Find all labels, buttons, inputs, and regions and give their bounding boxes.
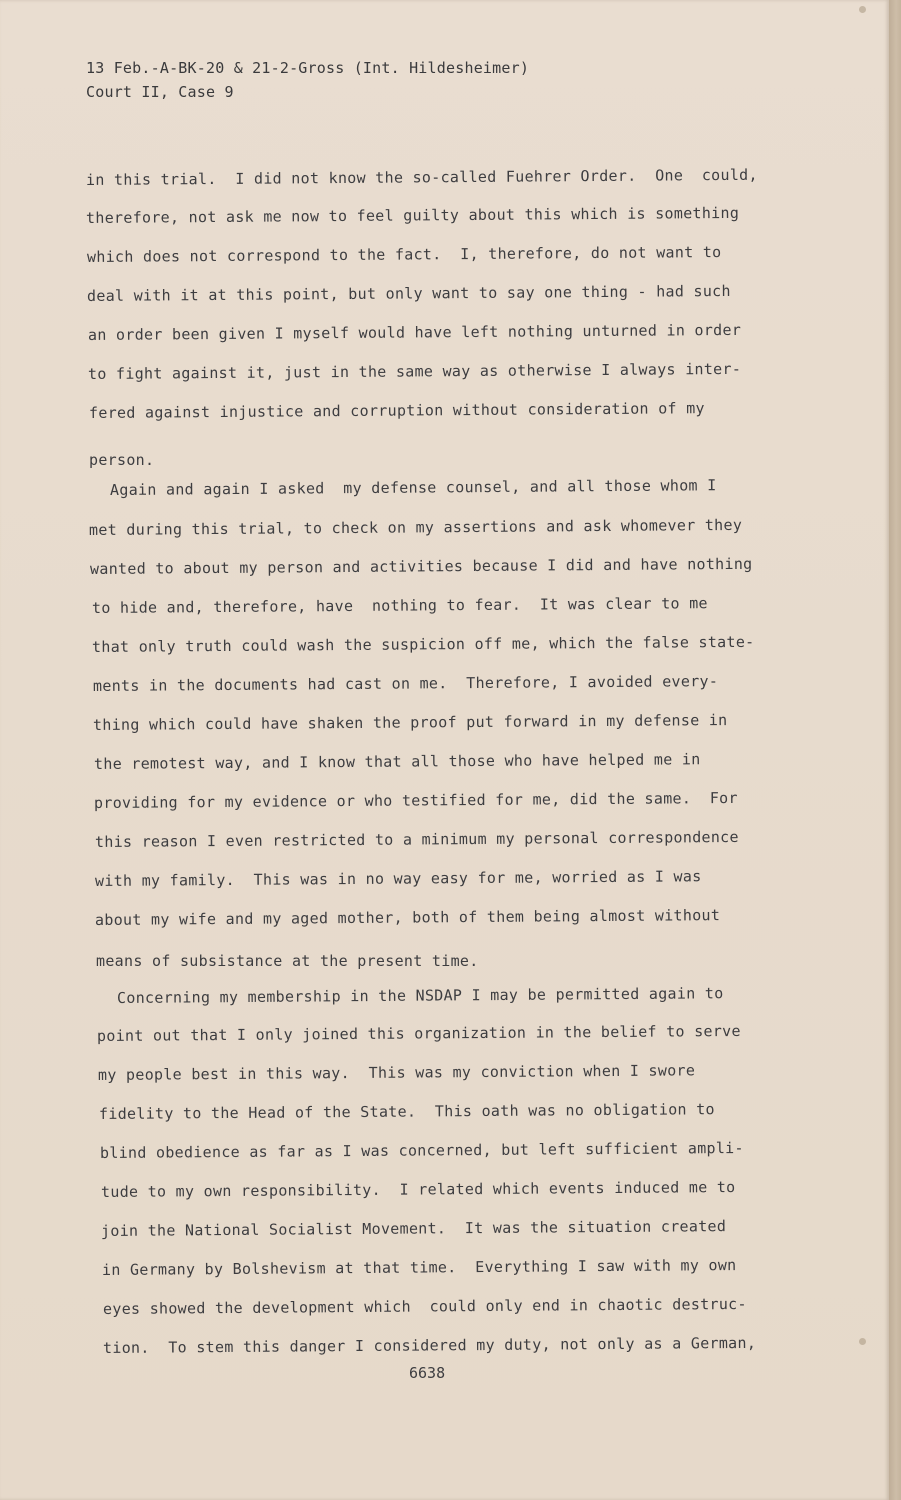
text-line: means of subsistance at the present time. [96, 952, 479, 970]
page-edge [889, 0, 901, 1500]
text-line: blind obedience as far as I was concerned, but left sufficient ampli- [99, 1138, 744, 1162]
text-line: which does not correspond to the fact. I, therefore, do not want to [86, 243, 722, 266]
case-reference: 13 Feb.-A-BK-20 & 21-2-Gross (Int. Hildesheimer) [86, 59, 530, 77]
text-line: wanted to about my person and activities because I did and have nothing [89, 554, 753, 578]
text-line: tion. To stem this danger I considered my duty, not only as a German, [102, 1333, 757, 1357]
text-line: in Germany by Bolshevism at that time. Everything I saw with my own [101, 1256, 737, 1279]
text-line: join the National Socialist Movement. It was the situation created [100, 1217, 727, 1240]
text-line: point out that I only joined this organization in the belief to serve [96, 1021, 741, 1045]
text-line: deal with it at this point, but only want to say one thing - had such [86, 281, 731, 305]
text-line: with my family. This was in no way easy for me, worried as I was [94, 867, 702, 890]
text-line: eyes showed the development which could only end in chaotic destruc- [102, 1294, 747, 1318]
text-line: to hide and, therefore, have nothing to fear. It was clear to me [91, 594, 708, 617]
text-line: in this trial. I did not know the so-called Fuehrer Order. One could, [85, 165, 758, 189]
text-line: ments in the documents had cast on me. Therefore, I avoided every- [92, 672, 719, 695]
binding-hole [859, 6, 866, 13]
document-header [86, 56, 529, 104]
text-line: to fight against it, just in the same way as otherwise I always inter- [87, 359, 742, 383]
text-line: fered against injustice and corruption without consideration of my [88, 399, 705, 422]
text-line: thing which could have shaken the proof put forward in my defense in [92, 711, 728, 734]
text-line: Concerning my membership in the NSDAP I may be permitted again to [116, 984, 724, 1007]
text-line: an order been given I myself would have left nothing unturned in order [87, 320, 742, 344]
text-line: that only truth could wash the suspicion off me, which the false state- [91, 632, 755, 656]
text-line: met during this trial, to check on my assertions and ask whomever they [88, 515, 743, 539]
text-line: Again and again I asked my defense counsel, and all those whom I [109, 476, 717, 499]
court-case: Court II, Case 9 [86, 83, 234, 101]
text-line: therefore, not ask me now to feel guilty about this which is something [85, 203, 740, 227]
binding-hole [859, 1338, 866, 1345]
text-line: person. [89, 451, 155, 469]
text-line: this reason I even restricted to a minimum my personal correspondence [94, 827, 739, 851]
text-line: my people best in this way. This was my conviction when I swore [97, 1061, 696, 1084]
text-line: providing for my evidence or who testified for me, did the same. For [93, 788, 738, 812]
page-number: 6638 [409, 1364, 446, 1382]
text-line: tude to my own responsibility. I related which events induced me to [100, 1178, 736, 1201]
text-line: fidelity to the Head of the State. This oath was no obligation to [98, 1100, 715, 1123]
text-line: the remotest way, and I know that all those who have helped me in [93, 750, 701, 773]
text-line: about my wife and my aged mother, both of them being almost without [94, 906, 721, 929]
